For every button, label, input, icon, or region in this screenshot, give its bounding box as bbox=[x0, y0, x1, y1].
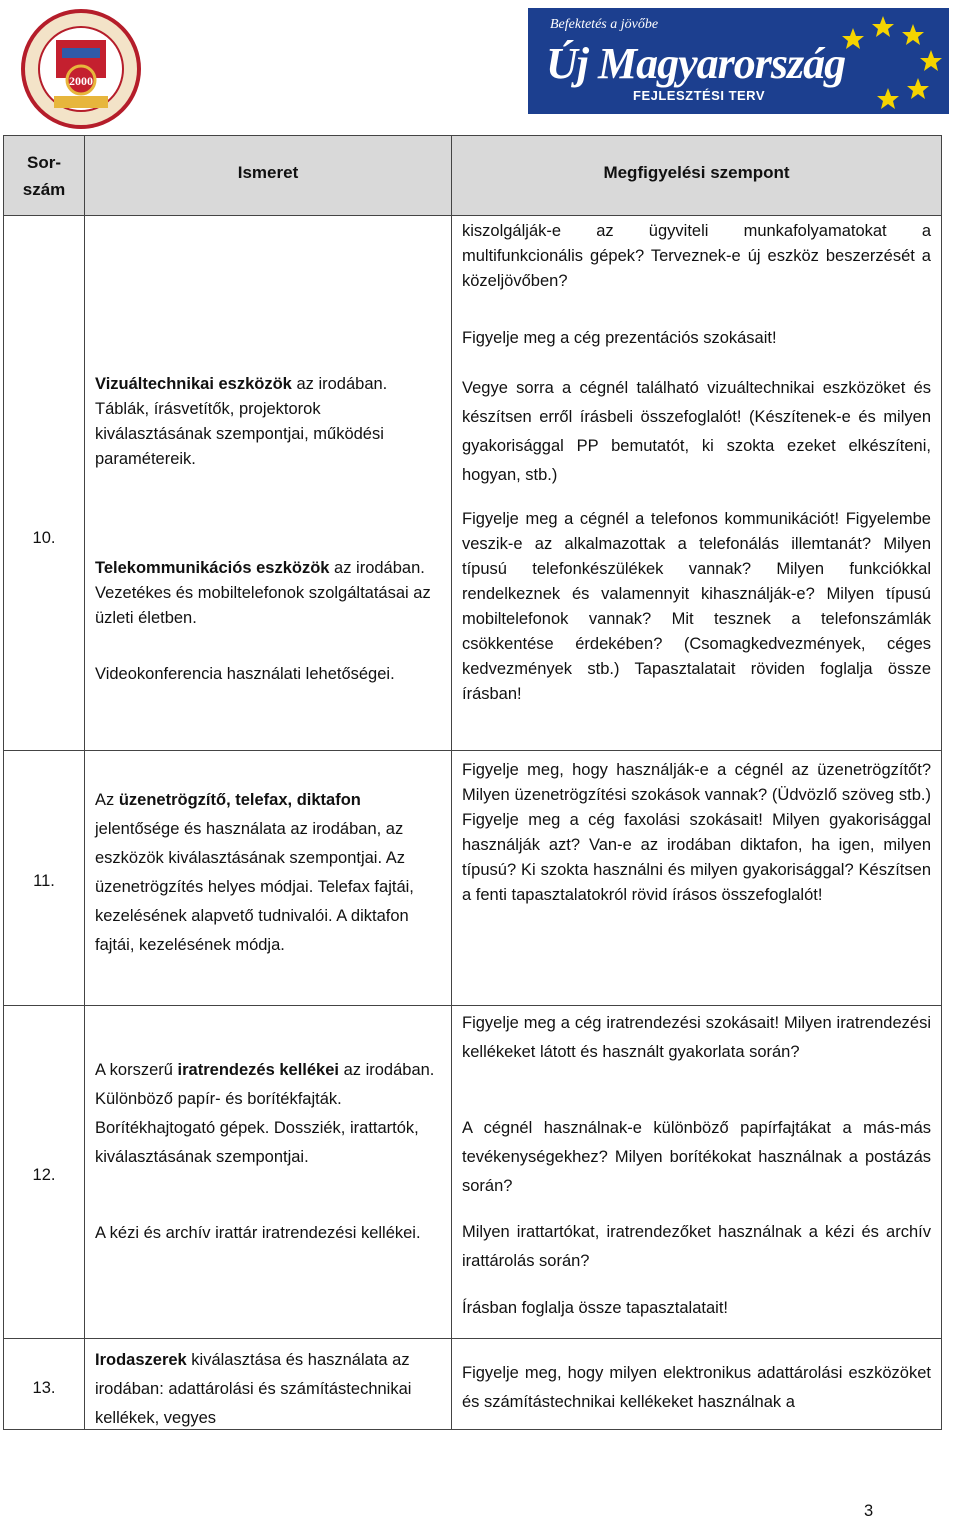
college-seal-logo bbox=[14, 8, 148, 130]
row13-topic-bold: Irodaszerek bbox=[95, 1351, 187, 1369]
row12-aspect-summary: Írásban foglalja össze tapasztalatait! bbox=[462, 1299, 728, 1317]
row10-topic-visual bbox=[95, 372, 441, 472]
row12-topic-archive: A kézi és archív irattár iratrendezési kellékei. bbox=[95, 1224, 421, 1242]
row12-topic-pre: A korszerű bbox=[95, 1061, 178, 1079]
row10-topic-telecom bbox=[95, 556, 441, 631]
row11-topic-bold: üzenetrögzítő, telefax, diktafon bbox=[118, 791, 361, 809]
row-number-11: 11. bbox=[33, 872, 55, 890]
topic-telecom-rest: az irodában. Vezetékes és mobiltelefonok szolgáltatásai az üzleti életben. bbox=[95, 559, 431, 627]
row12-aspect-paper: A cégnél használnak-e különböző papírfajtákat a más-más tevékenységekhez? Milyen borítékokat használnak a postázás során? bbox=[462, 1119, 931, 1195]
row12-topic bbox=[95, 1056, 441, 1172]
logo-subtitle: FEJLESZTÉSI TERV bbox=[633, 88, 766, 103]
eu-stars-icon bbox=[823, 14, 943, 110]
topic-visual-rest: az irodában. Táblák, írásvetítők, projektorok kiválasztásának szempontjai, működési paramétereik. bbox=[95, 375, 388, 468]
row10-topic-video: Videokonferencia használati lehetőségei. bbox=[95, 665, 395, 683]
row10-aspect-visual: Vegye sorra a cégnél található vizuáltechnikai eszközöket és készítsen erről írásbeli összefoglalót! (Készítenek-e és milyen gyakorisággal PP bemutatót, ki szokta ezeket elkészíteni, hogyan, stb.) bbox=[462, 379, 931, 484]
row11-aspect: Figyelje meg, hogy használják-e a cégnél az üzenetrögzítőt? Milyen üzenetrögzítési szokások vannak? (Üdvözlő szöveg stb.) Figyelje meg a cég faxolási szokásait! Milyen gyakorisággal használják azt? Van-e az irodában diktafon, ha igen, milyen típusú? Ki szokta használni és milyen gyakorisággal? Készítsen a fenti tapasztalatokról rövid írásos összefoglalót! bbox=[462, 761, 931, 904]
new-hungary-logo bbox=[528, 8, 949, 114]
row12-aspect-archive: Milyen irattartókat, iratrendezőket használnak a kézi és archív irattárolás során? bbox=[462, 1223, 931, 1270]
row11-topic bbox=[95, 786, 441, 960]
row13-topic bbox=[95, 1346, 441, 1433]
row-number-13: 13. bbox=[32, 1379, 56, 1397]
row11-topic-pre: Az bbox=[95, 791, 119, 809]
row10-aspect-telecom: Figyelje meg a cégnél a telefonos kommunikációt! Figyelembe veszik-e az alkalmazottak a telefonálás illemtanát? Milyen típusú telefonkészülékek vannak? Milyen funkciókkal rendelkeznek és valamennyit kihasználják-e? Milyen típusú mobiltelefonok vannak? Mit tesznek a telefonszámlák csökkentése érdekében? (Csomagkedvezmények, céges kedvezmények stb.) Tapasztalatait röviden foglalja össze írásban! bbox=[462, 510, 931, 703]
topic-telecom-bold: Telekommunikációs eszközök bbox=[95, 559, 330, 577]
topic-visual-bold: Vizuáltechnikai eszközök bbox=[95, 375, 292, 393]
logo-title: Új Magyarország bbox=[546, 39, 846, 88]
header-row-number: Sor- szám bbox=[22, 153, 66, 199]
header-aspect: Megfigyelési szempont bbox=[603, 163, 790, 182]
row10-aspect-presentation: Figyelje meg a cég prezentációs szokásait! bbox=[462, 329, 777, 347]
row-number-10: 10. bbox=[32, 529, 56, 547]
row12-aspect-filing: Figyelje meg a cég iratrendezési szokásait! Milyen iratrendezési kellékeket látott és használt gyakorlata során? bbox=[462, 1014, 931, 1061]
row-number-12: 12. bbox=[32, 1166, 56, 1184]
row13-aspect: Figyelje meg, hogy milyen elektronikus adattárolási eszközöket és számítástechnikai kellékeket használnak a bbox=[462, 1364, 931, 1411]
continued-aspect: kiszolgálják-e az ügyviteli munkafolyamatokat a multifunkcionális gépek? Terveznek-e új eszköz beszerzését a közeljövőben? bbox=[462, 222, 931, 290]
logo-slogan: Befektetés a jövőbe bbox=[550, 17, 659, 32]
header-topic: Ismeret bbox=[237, 163, 299, 182]
seal-year: 2000 bbox=[69, 74, 93, 88]
row12-topic-bold: iratrendezés kellékei bbox=[177, 1061, 339, 1079]
row11-topic-rest: jelentősége és használata az irodában, az eszközök kiválasztásának szempontjai. Az üzenetrögzítés helyes módjai. Telefax fajtái, kezelésének alapvető tudnivalói. A diktafon fajtái, kezelésének módja. bbox=[95, 820, 414, 954]
observation-table bbox=[3, 135, 942, 1430]
row12-topic-rest: az irodában. Különböző papír- és borítékfajták. Borítékhajtogató gépek. Dossziék, irattartók, kiválasztásának szempontjai. bbox=[95, 1061, 435, 1166]
page-number: 3 bbox=[864, 1502, 874, 1520]
row13-topic-rest: kiválasztása és használata az irodában: adattárolási és számítástechnikai kellékek, vegyes bbox=[95, 1351, 412, 1427]
